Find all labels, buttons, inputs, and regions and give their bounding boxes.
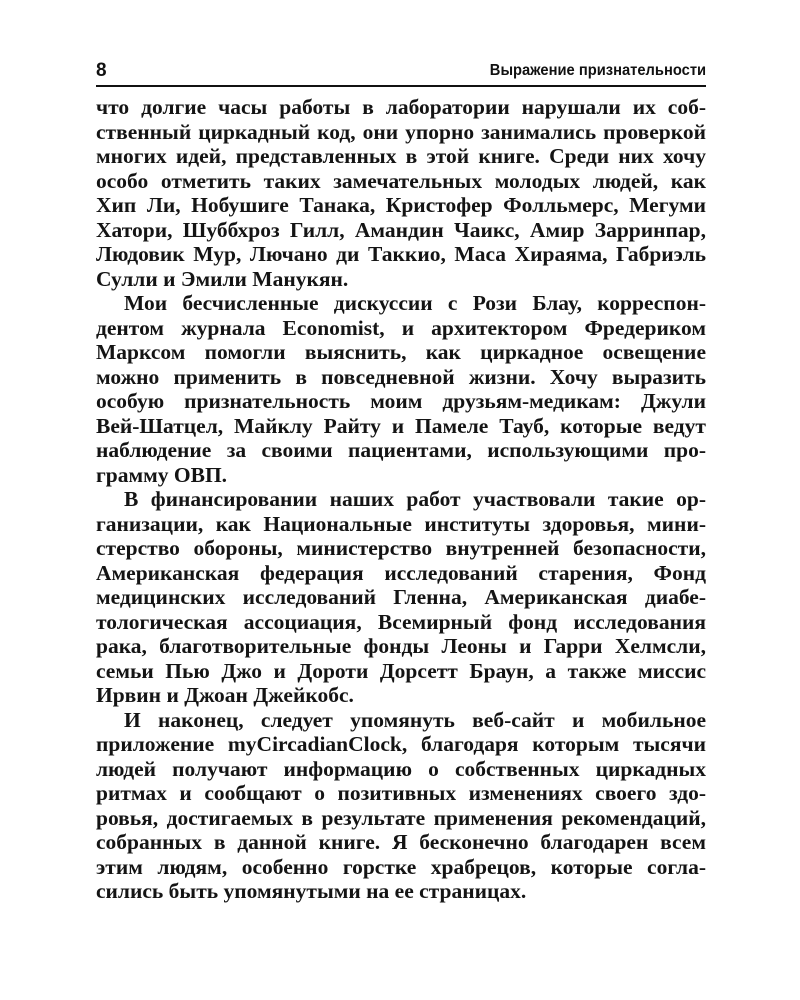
paragraph [96,708,706,904]
text-line: дентом журнала Economist, и архитектором Фредериком [96,315,706,340]
text-line: ритмах и сообщают о позитивных изменениях своего здо- [96,781,706,805]
text-line: можно применить в повседневной жизни. Хочу выразить [96,364,706,389]
text-line: семьи Пью Джо и Дороти Дорсетт Браун, а также миссис [96,658,706,683]
page-number: 8 [96,60,107,81]
body-text [96,95,706,904]
paragraph [96,95,706,291]
text-line: ственный циркадный код, они упорно занимались проверкой [96,119,706,144]
text-line: ганизации, как Национальные институты здоровья, мини- [96,511,706,536]
text-line: В финансировании наших работ участвовали такие ор- [124,487,706,511]
text-line: Сулли и Эмили Манукян. [96,266,349,291]
text-line: тологическая ассоциация, Всемирный фонд исследования [96,609,706,634]
paragraph [96,291,706,487]
text-line: стерство обороны, министерство внутренней безопасности, [96,536,706,560]
running-head: Выражение признательности [489,62,706,79]
header-rule [96,85,706,87]
text-line: Американская федерация исследований старения, Фонд [96,560,706,585]
text-line: ровья, достигаемых в результате применения рекомендаций, [96,805,706,830]
text-line: Хатори, Шуббхроз Гилл, Амандин Чаикс, Амир Зарринпар, [96,217,706,242]
text-line: Марксом помогли выяснить, как циркадное освещение [96,340,706,364]
text-line: рака, благотворительные фонды Леоны и Гарри Хелмсли, [96,634,706,658]
text-line: этим людям, особенно горстке храбрецов, которые согла- [96,854,706,879]
text-line: приложение myCircadianClock, благодаря которым тысячи [96,732,706,756]
text-line: наблюдение за своими пациентами, использующими про- [96,438,706,462]
text-line: Ирвин и Джоан Джейкобс. [96,683,354,707]
text-line: особую признательность моим друзьям-медикам: Джули [96,389,706,413]
text-line: Людовик Мур, Лючано ди Таккио, Маса Хираяма, Габриэль [96,242,706,266]
text-line: Мои бесчисленные дискуссии с Рози Блау, корреспон- [124,291,706,315]
text-line: медицинских исследований Гленна, Американская диабе- [96,585,706,609]
text-line: сились быть упомянутыми на ее страницах. [96,879,527,903]
paragraph [96,487,706,708]
text-line: людей получают информацию о собственных циркадных [96,756,706,781]
text-line: собранных в данной книге. Я бесконечно благодарен всем [96,830,706,854]
text-line: особо отметить таких замечательных молодых людей, как [96,168,706,193]
text-line: грамму ОВП. [96,462,228,487]
text-line: И наконец, следует упомянуть веб-сайт и мобильное [124,707,706,732]
text-line: Хип Ли, Нобушиге Танака, Кристофер Фолльмерс, Мегуми [96,193,706,217]
text-line: что долгие часы работы в лаборатории нарушали их соб- [96,95,706,119]
text-line: Вей-Шатцел, Майклу Райту и Памеле Тауб, которые ведут [96,413,706,438]
text-line: многих идей, представленных в этой книге. Среди них хочу [96,144,706,168]
